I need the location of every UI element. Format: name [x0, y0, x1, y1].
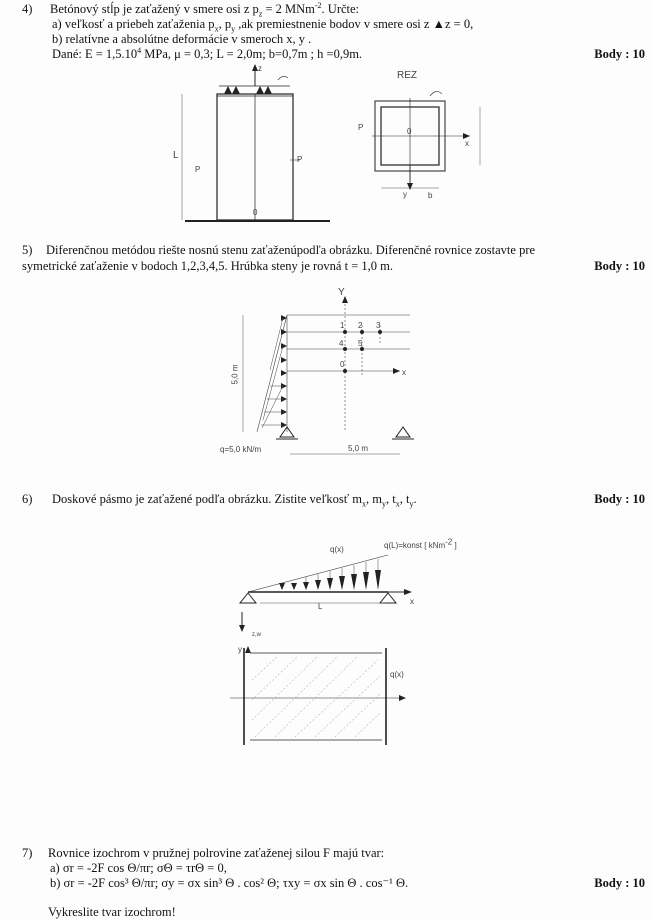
my-text: , m — [365, 492, 382, 506]
problem6-end: . — [413, 492, 417, 506]
problem7-number: 7) — [22, 846, 33, 860]
problem4-number: 4) — [22, 2, 33, 16]
problem4-line1-text: Betónový stĺp je zaťažený v smere osi z p — [50, 2, 259, 16]
rez-x-label: x — [465, 139, 469, 148]
wall-grid — [287, 300, 410, 432]
problem7-line3: b) σr = -2F cos³ Θ/πr; σy = σx sin³ Θ . cos² Θ; τxy = σx sin Θ . cos⁻¹ Θ. — [50, 876, 409, 890]
z-label: z — [258, 64, 262, 73]
top-load-arrows — [224, 86, 272, 94]
problem4-line1-end: . Určte: — [321, 2, 360, 16]
p5-load-label: q=5,0 kN/m — [220, 445, 262, 454]
plate-hatch — [252, 656, 380, 737]
p5-width-label: 5,0 m — [348, 444, 369, 453]
ty-sub: y — [409, 499, 414, 509]
node-5: 5 — [358, 339, 363, 348]
rez-y-label: y — [403, 190, 407, 199]
node-4: 4 — [339, 339, 344, 348]
node-3: 3 — [376, 321, 381, 330]
length-label: L — [173, 150, 179, 161]
problem6-line1 — [52, 492, 417, 509]
problem4-line4b: MPa, μ = 0,3; L = 2,0m; b=0,7m ; h =0,9m. — [141, 47, 363, 61]
problem4-line2c: ,ak premiestnenie bodov v smere osi z — [235, 17, 433, 31]
delta-icon: ▲ — [432, 17, 445, 31]
section-rez — [372, 98, 480, 188]
node-1: 1 — [340, 321, 345, 330]
mx-sub: x — [361, 499, 366, 509]
p6-L-label: L — [318, 602, 323, 611]
problem7-line1: Rovnice izochrom v pružnej polrovine zaťaženej silou F majú tvar: — [48, 846, 385, 860]
problem4-line1-sub: z — [258, 9, 263, 19]
problem4-line4-sup: 4 — [137, 45, 142, 55]
problem4-line1-sup: -2 — [314, 0, 322, 10]
tx-sub: x — [395, 499, 400, 509]
problem4-line1-tail: = 2 MNm — [262, 2, 315, 16]
problem4-line2b: , p — [218, 17, 232, 31]
p6-zw-label: z,w — [252, 632, 261, 638]
column — [217, 94, 293, 220]
problem7-points: Body : 10 — [594, 876, 645, 890]
tx-text: , t — [385, 492, 396, 506]
p5-height-label: 5,0 m — [230, 364, 240, 385]
ql-text: q(L)=konst [ kNm — [384, 541, 446, 550]
problem4-line2: a) veľkosť a priebeh zaťaženia $p_x$, $p_y$ ,ak premiestnenie bodov v smere osi z ▲z = 0, — [52, 17, 474, 34]
plate — [230, 648, 404, 745]
problem7-line4: Vykreslite tvar izochrom! — [48, 905, 176, 919]
px-label-right: P — [297, 155, 303, 164]
problem5-line2: symetrické zaťaženie v bodoch 1,2,3,4,5. Hrúbka steny je rovná t = 1,0 m. — [22, 259, 393, 273]
load-arrows — [281, 315, 287, 428]
problem5-number: 5) — [22, 243, 33, 257]
ty-text: , t — [399, 492, 410, 506]
problem6-number: 6) — [22, 492, 33, 506]
problem6-text: Doskové pásmo je zaťažené podľa obrázku. Zistite veľkosť m — [52, 492, 362, 506]
my-sub: y — [381, 499, 386, 509]
px-label-left: P — [195, 165, 201, 174]
rez-origin-label: 0 — [407, 127, 412, 136]
p5-x-label: x — [402, 368, 406, 377]
problem4-line4a: Dané: E = 1,5.10 — [52, 47, 138, 61]
p6-y-label: y — [238, 645, 242, 654]
grid-nodes — [343, 330, 382, 373]
problem7-line2: a) σr = -2F cos Θ/πr; σΘ = τrΘ = 0, — [50, 861, 227, 875]
node-2: 2 — [358, 321, 363, 330]
node-0: 0 — [340, 360, 345, 369]
p6-qx-label: q(x) — [330, 545, 344, 554]
origin-label: 0 — [253, 208, 258, 217]
problem4-line2a: a) veľkosť a priebeh zaťaženia p — [52, 17, 215, 31]
problem5-points: Body : 10 — [594, 259, 645, 273]
p6-ql-label — [384, 537, 457, 550]
p6-qx2-label: q(x) — [390, 670, 404, 679]
p6-x-label: x — [410, 597, 414, 606]
problem4-line3: b) relatívne a absolútne deformácie v smeroch x, y . — [52, 32, 312, 46]
rez-px-label: P — [358, 123, 364, 132]
p5-y-label: Y — [338, 287, 345, 298]
problem5-line1: Diferenčnou metódou riešte nosnú stenu zaťaženúpodľa obrázku. Diferenčné rovnice zostavte pre — [46, 243, 536, 257]
problem6-points: Body : 10 — [594, 492, 645, 506]
problem4-line2d: z = 0, — [444, 17, 474, 31]
rez-label: REZ — [397, 70, 417, 81]
ql-end: ] — [452, 541, 457, 550]
ql-sup: -2 — [445, 537, 453, 547]
problem4-points: Body : 10 — [594, 47, 645, 61]
rez-b-label: b — [428, 191, 433, 200]
